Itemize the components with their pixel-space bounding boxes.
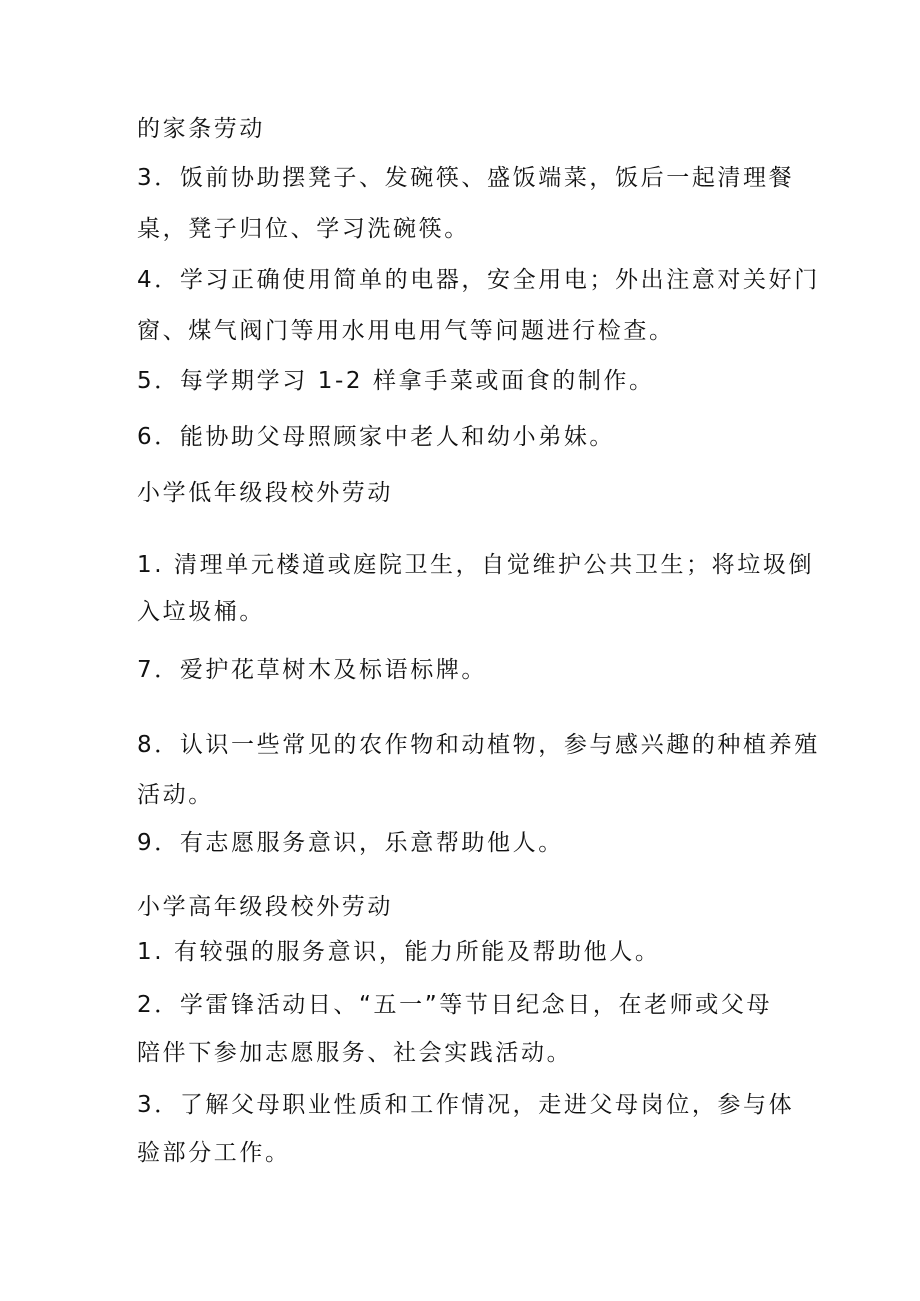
text-line-1: 的家条劳动 (137, 116, 265, 142)
text-line-17: 2．学雷锋活动日、“五一”等节日纪念日，在老师或父母 (137, 992, 773, 1018)
text-line-10: 入垃圾桶。 (137, 599, 265, 625)
section-heading-lower-grade: 小学低年级段校外劳动 (137, 480, 393, 506)
text-line-11: 7．爱护花草树木及标语标牌。 (137, 657, 488, 683)
text-line-13: 活动。 (137, 782, 214, 808)
text-line-20: 验部分工作。 (137, 1140, 291, 1166)
text-line-4: 4．学习正确使用简单的电器，安全用电；外出注意对关好门 (137, 267, 820, 293)
text-line-3: 桌，凳子归位、学习洗碗筷。 (137, 216, 470, 242)
text-line-14: 9．有志愿服务意识，乐意帮助他人。 (137, 830, 564, 856)
text-line-19: 3．了解父母职业性质和工作情况，走进父母岗位，参与体 (137, 1092, 795, 1118)
text-line-18: 陪伴下参加志愿服务、社会实践活动。 (137, 1040, 573, 1066)
section-heading-upper-grade: 小学高年级段校外劳动 (137, 894, 393, 920)
text-line-6: 5．每学期学习 1-2 样拿手菜或面食的制作。 (137, 368, 655, 394)
text-line-5: 窗、煤气阀门等用水用电用气等问题进行检查。 (137, 318, 675, 344)
text-line-12: 8．认识一些常见的农作物和动植物，参与感兴趣的种植养殖 (137, 732, 820, 758)
text-line-16: 1. 有较强的服务意识，能力所能及帮助他人。 (137, 939, 661, 965)
text-line-9: 1. 清理单元楼道或庭院卫生，自觉维护公共卫生；将垃圾倒 (137, 552, 815, 578)
text-line-7: 6．能协助父母照顾家中老人和幼小弟妹。 (137, 424, 616, 450)
text-line-2: 3．饭前协助摆凳子、发碗筷、盛饭端菜，饭后一起清理餐 (137, 165, 795, 191)
